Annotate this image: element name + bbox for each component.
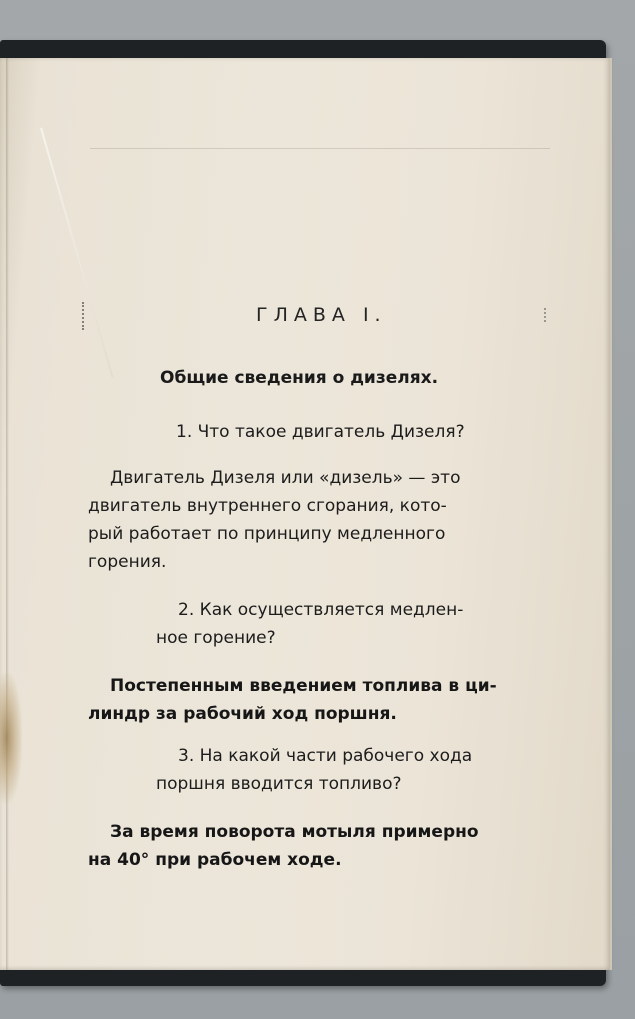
margin-mark-right (544, 308, 550, 322)
answer-3-line-2: на 40° при рабочем ходе. (88, 850, 342, 870)
answer-1-line-1: Двигатель Дизеля или «дизель» — это (110, 468, 461, 488)
page-text (0, 58, 610, 970)
margin-mark-left (82, 302, 89, 330)
book-page (0, 58, 612, 970)
answer-3-line-1: За время поворота мотыля примерно (110, 822, 479, 842)
answer-2-line-1: Постепенным введением топлива в ци- (110, 676, 497, 696)
section-title: Общие сведения о дизелях. (160, 368, 439, 388)
question-3-line-2: поршня вводится топливо? (156, 774, 402, 794)
question-2-line-1: 2. Как осуществляется медлен- (178, 600, 464, 620)
question-2-line-2: ное горение? (156, 628, 276, 648)
answer-1-line-3: рый работает по принципу медленного (88, 524, 446, 544)
question-1: 1. Что такое двигатель Дизеля? (176, 422, 465, 442)
answer-2-line-2: линдр за рабочий ход поршня. (88, 704, 397, 724)
answer-1-line-2: двигатель внутреннего сгорания, кото- (88, 496, 447, 516)
answer-1-line-4: горения. (88, 552, 167, 572)
question-3-line-1: 3. На какой части рабочего хода (178, 746, 473, 766)
chapter-heading: ГЛАВА I. (256, 304, 387, 326)
